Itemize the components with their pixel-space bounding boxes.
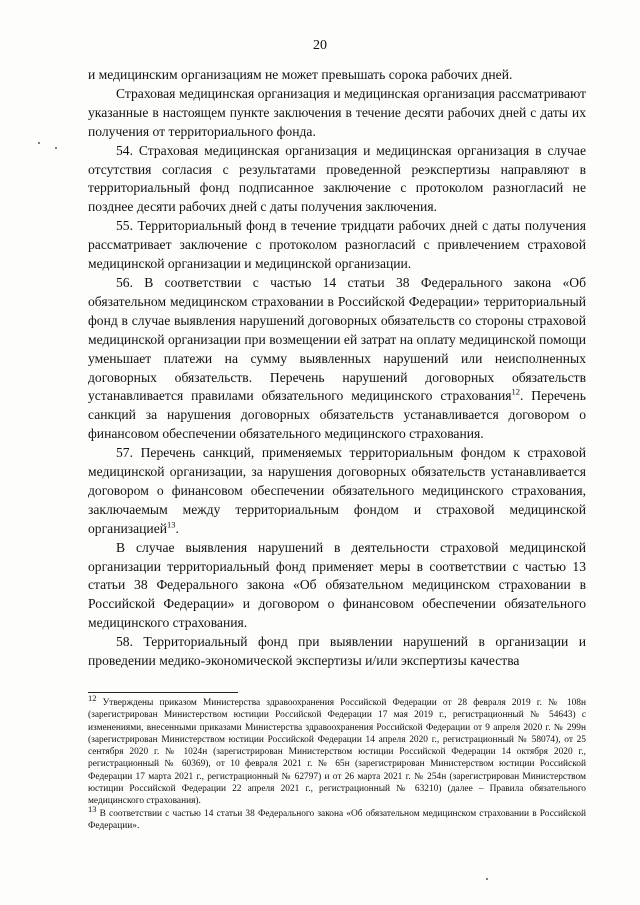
main-text: [88, 66, 586, 671]
footnote-ref[interactable]: 12: [511, 386, 520, 397]
footnote-12: [88, 692, 586, 808]
paragraph-56: [88, 274, 586, 444]
footnote-13: [88, 803, 586, 833]
footnotes: [88, 692, 586, 832]
footnote-mark: 12: [88, 692, 97, 703]
paragraph-text: 57. Перечень санкций, применяемых территориальным фондом к страховой медицинской организации, за нарушения договорных обязательств устанавливается договором о финансовом обеспечении обязательного медицинского страхования, заключаемым между территориальным фондом и страховой медицинской организацией: [88, 445, 586, 536]
paragraph-text: . Перечень санкций за нарушения договорных обязательств устанавливается договором о финансовом обеспечении обязательного медицинского страхования.: [88, 388, 586, 442]
footnote-mark: 13: [88, 803, 97, 814]
paragraph-text: .: [175, 520, 179, 536]
paragraph: В случае выявления нарушений в деятельности страховой медицинской организации территориальный фонд применяет меры в соответствии с частью 13 статьи 38 Федерального закона «Об обязательном медицинском страховании в Российской Федерации» и договором о финансовом обеспечении обязательного медицинского страхования.: [88, 539, 586, 631]
paragraph-58: 58. Территориальный фонд при выявлении нарушений в организации и проведении медико-экономической экспертизы и/или экспертизы качества: [88, 634, 586, 669]
paragraph-54: 54. Страховая медицинская организация и медицинская организация в случае отсутствия согласия с результатами проведенной реэкспертизы направляют в территориальный фонд подписанное заключение с протоколом разногласий не позднее десяти рабочих дней с даты получения заключения.: [88, 142, 586, 215]
page-number: 20: [313, 38, 327, 53]
paragraph: и медицинским организациям не может превышать сорока рабочих дней.: [88, 67, 513, 82]
footnote-ref[interactable]: 13: [167, 519, 176, 530]
scan-speck: [486, 878, 488, 880]
paragraph-57: [88, 444, 586, 539]
scan-speck: [38, 142, 40, 144]
paragraph: Страховая медицинская организация и медицинская организация рассматривают указанные в настоящем пункте заключения в течение десяти рабочих дней с даты их получения от территориального фонда.: [88, 85, 586, 139]
scan-speck: [55, 147, 57, 149]
footnote-text: В соответствии с частью 14 статьи 38 Федерального закона «Об обязательном медицинском страховании в Российской Федерации».: [88, 808, 586, 831]
footnote-divider: [88, 692, 238, 693]
paragraph-text: 56. В соответствии с частью 14 статьи 38 Федерального закона «Об обязательном медицинском страховании в Российской Федерации» территориальный фонд в случае выявления нарушений договорных обязательств со стороны страховой медицинской организации при возмещении ей затрат на оплату медицинской помощи уменьшает платежи на сумму выявленных нарушений или неисполненных договорных обязательств. Перечень нарушений договорных обязательств устанавливается правилами обязательного медицинского страхования: [88, 274, 586, 404]
paragraph-55: 55. Территориальный фонд в течение тридцати рабочих дней с даты получения рассматривает заключение с протоколом разногласий с привлечением страховой медицинской организации и медицинской организации.: [88, 218, 586, 272]
footnote-text: Утверждены приказом Министерства здравоохранения Российской Федерации от 28 февраля 2019 г. № 108н (зарегистрирован Министерством юстиции Российской Федерации 17 мая 2019 г., регистрационный № 54643) с изменениями, внесенными приказами Министерства здравоохранения Российской Федерации от 9 апреля 2020 г. № 299н (зарегистрирован Министерством юстиции Российской Федерации 14 апреля 2020 г., регистрационный № 58074), от 25 сентября 2020 г. № 1024н (зарегистрирован Министерством юстиции Российской Федерации 14 октября 2020 г., регистрационный № 60369), от 10 февраля 2021 г. № 65н (зарегистрирован Министерством юстиции Российской Федерации 17 марта 2021 г., регистрационный № 62797) и от 26 марта 2021 г. № 254н (зарегистрирован Министерством юстиции Российской Федерации 22 апреля 2021 г., регистрационный № 63210) (далее – Правила обязательного медицинского страхования).: [88, 698, 586, 807]
